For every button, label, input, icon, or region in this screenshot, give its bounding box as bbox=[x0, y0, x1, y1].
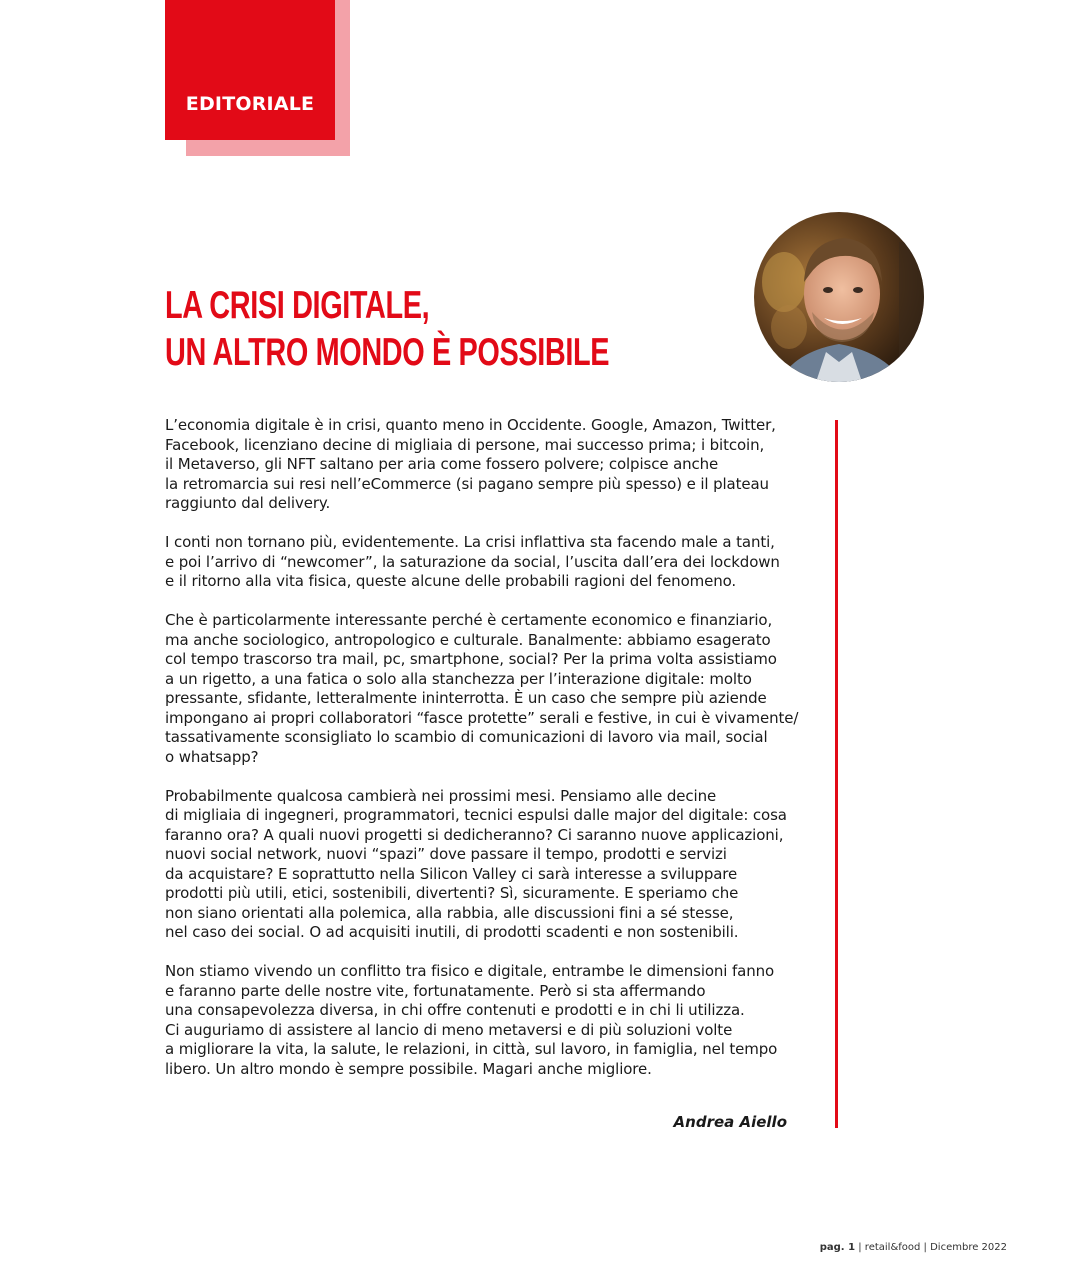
paragraph-line: Facebook, licenziano decine di migliaia di persone, mai successo prima; i bitcoin, bbox=[165, 435, 765, 454]
paragraph-line: non siano orientati alla polemica, alla rabbia, alle discussioni fini a sé stesse, bbox=[165, 903, 734, 922]
paragraph-line: libero. Un altro mondo è sempre possibile. Magari anche migliore. bbox=[165, 1059, 652, 1078]
paragraph-line: e faranno parte delle nostre vite, fortunatamente. Però si sta affermando bbox=[165, 981, 706, 1000]
paragraph-line: a migliorare la vita, la salute, le relazioni, in città, sul lavoro, in famiglia, nel tempo bbox=[165, 1040, 778, 1058]
paragraph-line: di migliaia di ingegneri, programmatori, tecnici espulsi dalle major del digitale: cosa bbox=[165, 806, 787, 824]
paragraph-line: raggiunto dal delivery. bbox=[165, 494, 331, 512]
paragraph-line: una consapevolezza diversa, in chi offre contenuti e prodotti e in chi li utilizza. bbox=[165, 1001, 745, 1019]
paragraph-line: nel caso dei social. O ad acquisiti inutili, di prodotti scadenti e non sostenibili. bbox=[165, 923, 739, 941]
title-line-1: LA CRISI DIGITALE, bbox=[165, 284, 430, 327]
page-number: pag. 1 bbox=[819, 1242, 856, 1253]
footer-separator: | bbox=[858, 1242, 862, 1253]
paragraph-line: impongano ai propri collaboratori “fasce protette” serali e festive, in cui è vivamente/ bbox=[165, 708, 799, 727]
paragraph-line: ma anche sociologico, antropologico e culturale. Banalmente: abbiamo esagerato bbox=[165, 630, 771, 649]
paragraph-line: la retromarcia sui resi nell’eCommerce (si pagano sempre più spesso) e il plateau bbox=[165, 474, 769, 493]
paragraph-line: Che è particolarmente interessante perché è certamente economico e finanziario, bbox=[165, 611, 773, 629]
paragraph-line: col tempo trascorso tra mail, pc, smartphone, social? Per la prima volta assistiamo bbox=[165, 650, 777, 668]
article-title bbox=[165, 282, 609, 376]
issue-date: Dicembre 2022 bbox=[930, 1242, 1007, 1253]
paragraph-line: o whatsapp? bbox=[165, 747, 259, 766]
paragraph-line: Ci auguriamo di assistere al lancio di meno metaversi e di più soluzioni volte bbox=[165, 1020, 733, 1039]
footer-separator: | bbox=[923, 1242, 927, 1253]
paragraph-line: prodotti più utili, etici, sostenibili, divertenti? Sì, sicuramente. E speriamo che bbox=[165, 884, 739, 902]
section-tag bbox=[165, 0, 335, 140]
paragraph-line: e il ritorno alla vita fisica, queste alcune delle probabili ragioni del fenomeno. bbox=[165, 572, 737, 590]
accent-divider bbox=[835, 420, 838, 1128]
paragraph-1 bbox=[165, 416, 805, 514]
paragraph-4 bbox=[165, 787, 805, 943]
publication-name: retail&food bbox=[864, 1242, 921, 1253]
paragraph-line: L’economia digitale è in crisi, quanto meno in Occidente. Google, Amazon, Twitter, bbox=[165, 416, 776, 434]
author-portrait bbox=[754, 212, 924, 382]
paragraph-line: tassativamente sconsigliato lo scambio di comunicazioni di lavoro via mail, social bbox=[165, 728, 768, 746]
paragraph-line: faranno ora? A quali nuovi progetti si dedicheranno? Ci saranno nuove applicazioni, bbox=[165, 825, 784, 844]
article-body bbox=[165, 416, 805, 1099]
paragraph-line: Probabilmente qualcosa cambierà nei prossimi mesi. Pensiamo alle decine bbox=[165, 786, 717, 805]
paragraph-5 bbox=[165, 962, 805, 1079]
page-footer bbox=[820, 1242, 1007, 1253]
author-signature: Andrea Aiello bbox=[673, 1113, 787, 1131]
paragraph-line: nuovi social network, nuovi “spazi” dove passare il tempo, prodotti e servizi bbox=[165, 845, 727, 863]
portrait-illustration bbox=[754, 212, 924, 382]
paragraph-line: I conti non tornano più, evidentemente. La crisi inflattiva sta facendo male a tanti, bbox=[165, 533, 775, 551]
paragraph-line: Non stiamo vivendo un conflitto tra fisico e digitale, entrambe le dimensioni fanno bbox=[165, 962, 775, 980]
paragraph-3 bbox=[165, 611, 805, 767]
paragraph-line: a un rigetto, a una fatica o solo alla stanchezza per l’interazione digitale: molto bbox=[165, 669, 752, 688]
section-tag-label: EDITORIALE bbox=[185, 93, 315, 115]
paragraph-line: e poi l’arrivo di “newcomer”, la saturazione da social, l’uscita dall’era dei lockdown bbox=[165, 552, 780, 571]
paragraph-2 bbox=[165, 533, 805, 592]
paragraph-line: pressante, sfidante, letteralmente ininterrotta. È un caso che sempre più aziende bbox=[165, 689, 767, 707]
paragraph-line: il Metaverso, gli NFT saltano per aria come fossero polvere; colpisce anche bbox=[165, 455, 719, 473]
paragraph-line: da acquistare? E soprattutto nella Silicon Valley ci sarà interesse a sviluppare bbox=[165, 864, 738, 883]
title-line-2: UN ALTRO MONDO È POSSIBILE bbox=[165, 331, 610, 374]
